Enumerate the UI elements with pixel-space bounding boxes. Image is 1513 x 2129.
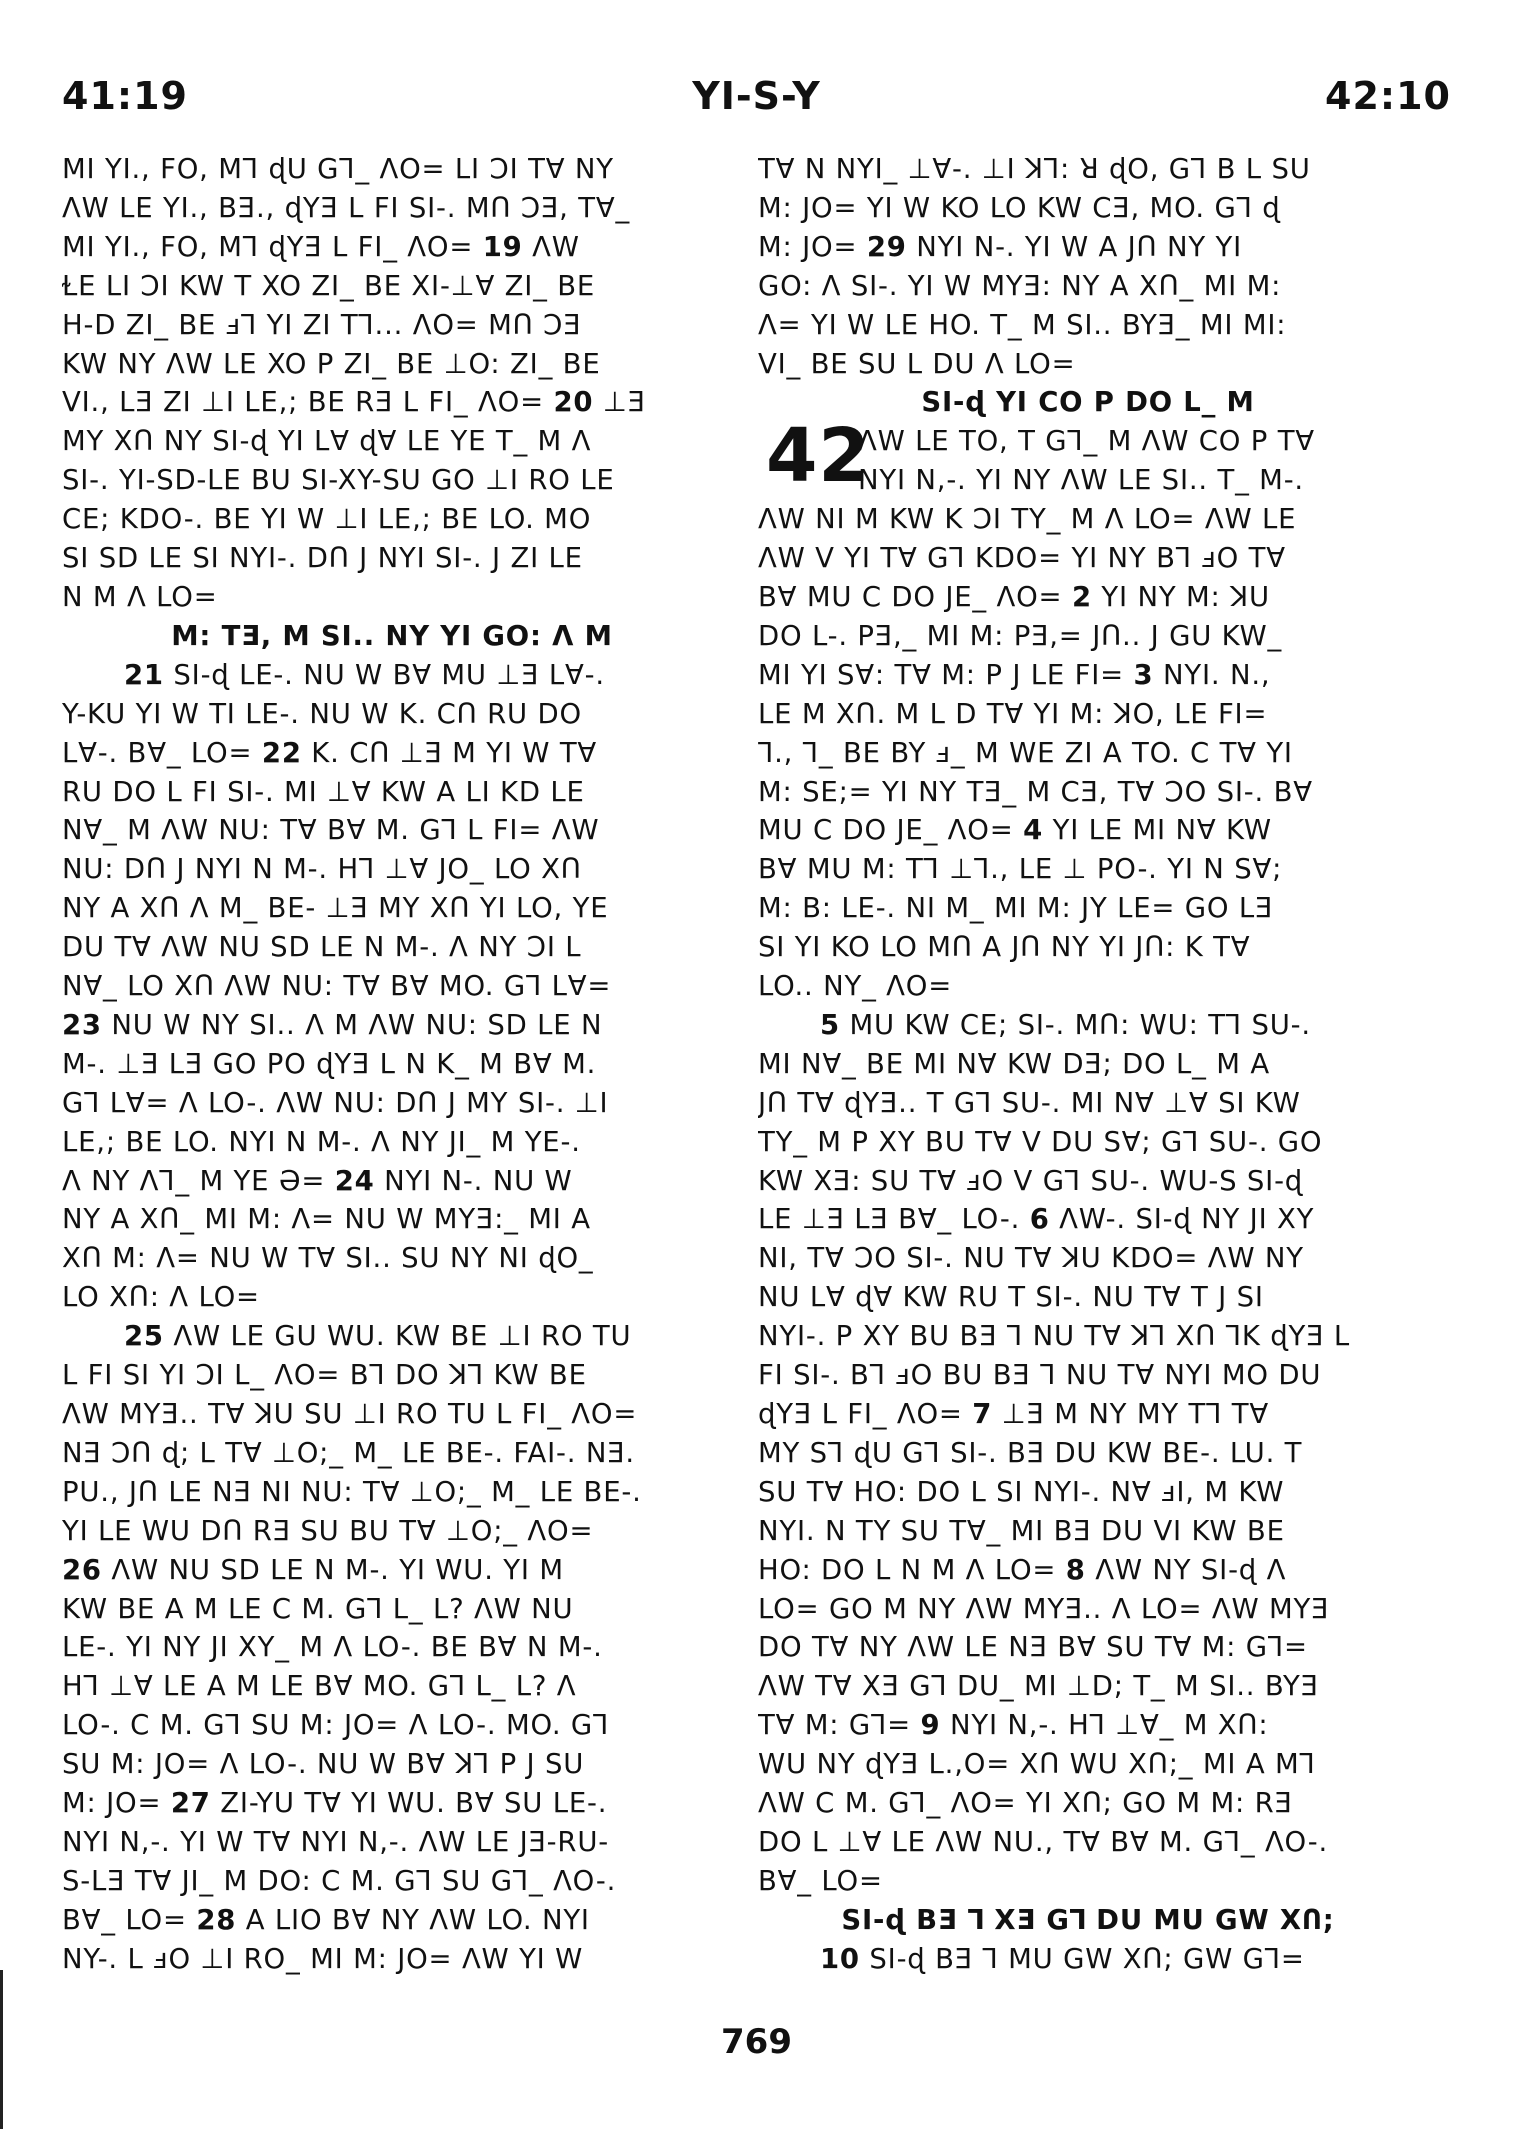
line-text: ɅW NY SI-ɖ Ʌ xyxy=(1085,1553,1287,1586)
line-text: LⱯ-. BⱯ_ LO= xyxy=(62,736,262,769)
verse-number: 6 xyxy=(1029,1203,1050,1236)
verse-number: 24 xyxy=(334,1164,375,1197)
text-line xyxy=(62,189,722,228)
text-line xyxy=(758,967,1418,1006)
text-line xyxy=(758,306,1418,345)
text-line xyxy=(62,1434,722,1473)
line-text: NYI N,-. H⅂ ⊥Ɐ_ M XՈ: xyxy=(940,1709,1269,1742)
line-text: DO L-. PƎ,_ MI M: PƎ,= JՈ.. J GU KW_ xyxy=(758,619,1283,652)
line-text: M-. ⊥Ǝ LƎ GO PO ɖYƎ L N K_ M BⱯ M. xyxy=(62,1047,597,1080)
text-line xyxy=(758,539,1418,578)
line-text: HO: DO L N M Ʌ LO= xyxy=(758,1553,1066,1586)
scan-edge-mark xyxy=(0,1970,3,2129)
text-line xyxy=(62,1901,722,1940)
text-line xyxy=(62,1356,722,1395)
text-line xyxy=(62,500,722,539)
line-text: VI., LƎ ZI ⊥I LE,; BE RƎ L FI_ ɅO= xyxy=(62,386,554,419)
text-line xyxy=(62,928,722,967)
line-text: SI-ɖ YI CO P DO L_ M xyxy=(921,386,1255,419)
line-text: NU W NY SI.. Ʌ M ɅW NU: SD LE N xyxy=(101,1008,603,1041)
line-text: NⱯ_ LO XՈ ɅW NU: TⱯ BⱯ MO. G⅂ LⱯ= xyxy=(62,970,612,1003)
text-line xyxy=(62,1551,722,1590)
text-line xyxy=(62,1745,722,1784)
line-text: MI YI., FO, M⅂ ɖU G⅂_ ɅO= LI ƆI TⱯ NY xyxy=(62,153,614,185)
text-line xyxy=(758,889,1418,928)
line-text: BⱯ MU C DO JE_ ɅO= xyxy=(758,580,1072,613)
text-line xyxy=(758,1940,1418,1979)
line-text: SI-ɖ LE-. NU W BⱯ MU ⊥Ǝ LⱯ-. xyxy=(163,658,605,691)
text-line xyxy=(62,850,722,889)
text-line xyxy=(758,1473,1418,1512)
verse-number: 26 xyxy=(62,1553,102,1586)
text-line xyxy=(758,1512,1418,1551)
text-line xyxy=(62,228,722,267)
line-text: TⱯ N NYI_ ⊥Ɐ-. ⊥I ꓘ⅂: ꓤ ɖO, G⅂ B L SU xyxy=(758,153,1311,185)
line-text: MI NⱯ_ BE MI NⱯ KW DƎ; DO L_ M A xyxy=(758,1047,1270,1080)
text-line xyxy=(758,1123,1418,1162)
text-line xyxy=(758,1784,1418,1823)
text-line xyxy=(758,1045,1418,1084)
right-column xyxy=(758,150,1418,1979)
text-line xyxy=(758,1162,1418,1201)
line-text: A LIO BⱯ NY ɅW LO. NYI xyxy=(236,1903,590,1936)
line-text: ɅW LE YI., BƎ., ɖYƎ L FI SI-. MՈ ƆƎ, TⱯ_ xyxy=(62,191,631,224)
line-text: NYI N-. YI W A JՈ NY YI xyxy=(906,230,1243,263)
text-line xyxy=(62,383,722,422)
text-line xyxy=(758,1239,1418,1278)
line-text: SU TⱯ HO: DO L SI NYI-. NⱯ ⅎI, M KW xyxy=(758,1475,1285,1508)
section-heading xyxy=(758,1901,1418,1940)
line-text: LE,; BE LO. NYI N M-. Ʌ NY JI_ M YE-. xyxy=(62,1125,581,1158)
verse-number: 22 xyxy=(261,736,302,769)
text-line xyxy=(758,850,1418,889)
line-text: SI YI KO LO MՈ A JՈ NY YI JՈ: K TⱯ xyxy=(758,931,1251,964)
line-text: JՈ TⱯ ɖYƎ.. T G⅂ SU-. MI NⱯ ⊥Ɐ SI KW xyxy=(758,1086,1301,1119)
line-text: ɅW xyxy=(522,230,580,263)
line-text: SI SD LE SI NYI-. DՈ J NYI SI-. J ZI LE xyxy=(62,542,583,575)
page-header xyxy=(62,74,1451,124)
verse-number: 23 xyxy=(62,1008,102,1041)
text-line xyxy=(62,1706,722,1745)
text-line xyxy=(62,773,722,812)
line-text: H-D ZI_ BE ⅎ⅂ YI ZI T⅂... ɅO= MՈ ƆƎ xyxy=(62,308,582,341)
section-heading xyxy=(62,617,722,656)
line-text: ZI-YU TⱯ YI WU. BⱯ SU LE-. xyxy=(210,1787,608,1820)
verse-number: 25 xyxy=(124,1320,164,1353)
line-text: BⱯ MU M: T⅂ ⊥⅂., LE ⊥ PO-. YI N SⱯ; xyxy=(758,853,1283,886)
text-line xyxy=(62,1512,722,1551)
text-line xyxy=(62,967,722,1006)
line-text: NY-. L ⅎO ⊥I RO_ MI M: JO= ɅW YI W xyxy=(62,1942,584,1975)
line-text: ɅW-. SI-ɖ NY JI XY xyxy=(1049,1203,1315,1236)
text-line xyxy=(758,1084,1418,1123)
text-line xyxy=(62,1200,722,1239)
line-text: N M Ʌ LO= xyxy=(62,580,218,613)
text-line xyxy=(758,228,1418,267)
text-line xyxy=(62,1667,722,1706)
verse-number: 29 xyxy=(866,230,907,263)
line-text: ⱢE LI ƆI KW T XO ZI_ BE XI-⊥Ɐ ZI_ BE xyxy=(62,269,596,302)
line-text: M: SE;= YI NY TƎ_ M CƎ, TⱯ ƆO SI-. BⱯ xyxy=(758,775,1313,808)
text-line xyxy=(758,500,1418,539)
text-line xyxy=(62,1006,722,1045)
verse-number: 10 xyxy=(820,1942,860,1975)
line-text: NYI N-. NU W xyxy=(374,1164,573,1197)
line-text: SI-ɖ BƎ ⅂ XƎ G⅂ DU MU GW XՈ; xyxy=(841,1903,1335,1936)
line-text: KW XƎ: SU TⱯ ⅎO V G⅂ SU-. WU-S SI-ɖ xyxy=(758,1164,1304,1197)
line-text: NY A XՈ Ʌ M_ BE- ⊥Ǝ MY XՈ YI LO, YE xyxy=(62,892,609,925)
text-line xyxy=(62,1123,722,1162)
text-line xyxy=(62,811,722,850)
line-text: G⅂ LⱯ= Ʌ LO-. ɅW NU: DՈ J MY SI-. ⊥I xyxy=(62,1086,609,1119)
line-text: ⊥Ǝ M NY MY T⅂ TⱯ xyxy=(992,1398,1269,1430)
line-text: MI YI SⱯ: TⱯ M: P J LE FI= xyxy=(758,658,1134,691)
line-text: TY_ M P XY BU TⱯ V DU SⱯ; G⅂ SU-. GO xyxy=(758,1125,1323,1158)
header-verse-start: 41:19 xyxy=(62,74,188,118)
line-text: VI_ BE SU L DU Ʌ LO= xyxy=(758,347,1076,380)
text-line xyxy=(758,1862,1418,1901)
verse-number: 2 xyxy=(1071,580,1092,613)
line-text: NU LⱯ ɖⱯ KW RU T SI-. NU TⱯ T J SI xyxy=(758,1281,1264,1314)
line-text: LE-. YI NY JI XY_ M Ʌ LO-. BE BⱯ N M-. xyxy=(62,1631,603,1664)
text-line xyxy=(758,695,1418,734)
line-text: NYI. N TY SU TⱯ_ MI BƎ DU VI KW BE xyxy=(758,1514,1285,1547)
text-line xyxy=(62,578,722,617)
line-text: NY A XՈ_ MI M: Ʌ= NU W MYƎ:_ MI A xyxy=(62,1203,591,1236)
line-text: DO TⱯ NY ɅW LE NƎ BⱯ SU TⱯ M: G⅂= xyxy=(758,1631,1308,1664)
text-line xyxy=(758,1434,1418,1473)
text-line xyxy=(62,656,722,695)
text-line xyxy=(62,889,722,928)
line-text: ɅW MYƎ.. TⱯ ꓘU SU ⊥I RO TU L FI_ ɅO= xyxy=(62,1398,638,1430)
text-line xyxy=(62,1784,722,1823)
line-text: ⅂., ⅂_ BE BY ⅎ_ M WE ZI A TO. C TⱯ YI xyxy=(758,736,1293,769)
verse-number: 21 xyxy=(124,658,164,691)
line-text: MY XՈ NY SI-ɖ YI LⱯ ɖⱯ LE YE T_ M Ʌ xyxy=(62,425,592,458)
text-line xyxy=(62,1395,722,1434)
text-line xyxy=(758,189,1418,228)
text-line xyxy=(758,267,1418,306)
text-line xyxy=(62,539,722,578)
text-line xyxy=(62,461,722,500)
verse-number: 5 xyxy=(820,1008,840,1041)
line-text: MU KW CE; SI-. MՈ: WU: T⅂ SU-. xyxy=(839,1008,1311,1041)
line-text: ɅW NU SD LE N M-. YI WU. YI M xyxy=(101,1553,564,1586)
line-text: L FI SI YI ƆI L_ ɅO= B⅂ DO ꓘ⅂ KW BE xyxy=(62,1359,587,1392)
line-text: ɅW NI M KW K ƆI TY_ M Ʌ LO= ɅW LE xyxy=(758,503,1297,536)
line-text: SU M: JO= Ʌ LO-. NU W BⱯ ꓘ⅂ P J SU xyxy=(62,1748,585,1781)
text-line xyxy=(62,345,722,384)
header-book-title: YI-S-Y xyxy=(692,74,821,118)
line-text: ɖYƎ L FI_ ɅO= xyxy=(758,1398,973,1430)
line-text: NI, TⱯ ƆO SI-. NU TⱯ ꓘU KDO= ɅW NY xyxy=(758,1242,1304,1275)
line-text: ɅW TⱯ XƎ G⅂ DU_ MI ⊥D; T_ M SI.. BYƎ xyxy=(758,1670,1319,1703)
text-line xyxy=(758,578,1418,617)
line-text: YI NY M: ꓘU xyxy=(1091,580,1270,613)
verse-number: 20 xyxy=(553,386,594,419)
header-verse-end: 42:10 xyxy=(1325,74,1451,118)
line-text: NYI. N., xyxy=(1153,658,1271,691)
text-line xyxy=(758,811,1418,850)
line-text: MY S⅂ ɖU G⅂ SI-. BƎ DU KW BE-. LU. T xyxy=(758,1436,1303,1469)
line-text: M: JO= xyxy=(758,230,867,263)
line-text: ⊥Ǝ xyxy=(593,386,646,419)
line-text: M: TƎ, M SI.. NY YI GO: Ʌ M xyxy=(171,619,613,652)
line-text: NƎ ƆՈ ɖ; L TⱯ ⊥O;_ M_ LE BE-. FAI-. NƎ. xyxy=(62,1436,635,1469)
line-text: KW NY ɅW LE XO P ZI_ BE ⊥O: ZI_ BE xyxy=(62,347,601,380)
verse-number: 27 xyxy=(170,1787,211,1820)
line-text: BⱯ_ LO= xyxy=(758,1864,883,1897)
line-text: FI SI-. B⅂ ⅎO BU BƎ ⅂ NU TⱯ NYI MO DU xyxy=(758,1359,1322,1392)
text-line xyxy=(758,1745,1418,1784)
line-text: MU C DO JE_ ɅO= xyxy=(758,814,1024,847)
left-column xyxy=(62,150,722,1979)
line-text: XՈ M: Ʌ= NU W TⱯ SI.. SU NY NI ɖO_ xyxy=(62,1242,594,1275)
text-line xyxy=(62,1473,722,1512)
text-line xyxy=(62,1823,722,1862)
verse-number: 7 xyxy=(972,1398,993,1430)
verse-number: 4 xyxy=(1023,814,1044,847)
text-line xyxy=(62,1278,722,1317)
line-text: Y-KU YI W TI LE-. NU W K. CՈ RU DO xyxy=(62,697,582,730)
text-line xyxy=(62,1940,722,1979)
verse-number: 3 xyxy=(1133,658,1154,691)
line-text: DO L ⊥Ɐ LE ɅW NU., TⱯ BⱯ M. G⅂_ ɅO-. xyxy=(758,1825,1329,1858)
line-text: Ʌ= YI W LE HO. T_ M SI.. BYƎ_ MI MI: xyxy=(758,308,1287,341)
line-text: LO= GO M NY ɅW MYƎ.. Ʌ LO= ɅW MYƎ xyxy=(758,1592,1330,1625)
text-line xyxy=(758,734,1418,773)
text-line xyxy=(62,1862,722,1901)
right-column-body xyxy=(758,500,1418,1978)
line-text: M: JO= xyxy=(62,1787,171,1820)
text-line xyxy=(62,1317,722,1356)
text-line xyxy=(62,267,722,306)
line-text: LE M XՈ. M L D TⱯ YI M: ꓘO, LE FI= xyxy=(758,697,1268,730)
line-text: ɅW C M. G⅂_ ɅO= YI XՈ; GO M M: RƎ xyxy=(758,1787,1293,1820)
chapter-block xyxy=(758,413,1418,500)
right-column-top xyxy=(758,150,1418,422)
text-line xyxy=(62,1239,722,1278)
line-text: CE; KDO-. BE YI W ⊥I LE,; BE LO. MO xyxy=(62,503,592,536)
chapter-number: 42 xyxy=(766,413,871,500)
line-text: SI-. YI-SD-LE BU SI-XY-SU GO ⊥I RO LE xyxy=(62,464,615,497)
text-line xyxy=(758,1551,1418,1590)
line-text: M: JO= YI W KO LO KW CƎ, MO. G⅂ ɖ xyxy=(758,191,1281,224)
text-line xyxy=(758,617,1418,656)
text-line xyxy=(758,1667,1418,1706)
line-text: H⅂ ⊥Ɐ LE A M LE BⱯ MO. G⅂ L_ L? Ʌ xyxy=(62,1670,577,1703)
verse-number: 8 xyxy=(1065,1553,1086,1586)
line-text: YI LE WU DՈ RƎ SU BU TⱯ ⊥O;_ ɅO= xyxy=(62,1514,594,1547)
text-line xyxy=(758,1706,1418,1745)
text-line xyxy=(62,1162,722,1201)
verse-number: 28 xyxy=(196,1903,237,1936)
line-text: YI LE MI NⱯ KW xyxy=(1043,814,1272,847)
line-text: ɅW LE TO, T G⅂_ M ɅW CO P TⱯ xyxy=(858,425,1315,458)
line-text: ɅW V YI TⱯ G⅂ KDO= YI NY B⅂ ⅎO TⱯ xyxy=(758,542,1286,575)
text-line xyxy=(758,1317,1418,1356)
text-line xyxy=(62,1590,722,1629)
text-line xyxy=(62,1628,722,1667)
line-text: SI-ɖ BƎ ⅂ MU GW XՈ; GW G⅂= xyxy=(859,1942,1305,1975)
line-text: NU: DՈ J NYI N M-. H⅂ ⊥Ɐ JO_ LO XՈ xyxy=(62,853,582,886)
text-line xyxy=(758,1628,1418,1667)
text-line xyxy=(62,150,722,189)
line-text: WU NY ɖYƎ L.,O= XՈ WU XՈ;_ MI A M⅂ xyxy=(758,1748,1316,1781)
line-text: LE ⊥Ǝ LƎ BⱯ_ LO-. xyxy=(758,1203,1030,1236)
text-line xyxy=(758,1200,1418,1239)
text-line xyxy=(62,1084,722,1123)
text-line xyxy=(62,734,722,773)
text-line xyxy=(758,656,1418,695)
line-text: RU DO L FI SI-. MI ⊥Ɐ KW A LI KD LE xyxy=(62,775,585,808)
text-line xyxy=(758,1356,1418,1395)
text-line xyxy=(758,1278,1418,1317)
line-text: BⱯ_ LO= xyxy=(62,1903,197,1936)
line-text: MI YI., FO, M⅂ ɖYƎ L FI_ ɅO= xyxy=(62,230,483,263)
verse-number: 9 xyxy=(920,1709,941,1742)
text-line xyxy=(758,1823,1418,1862)
line-text: NYI N,-. YI NY ɅW LE SI.. T_ M-. xyxy=(858,464,1304,497)
line-text: Ʌ NY Ʌ⅂_ M YE Ә= xyxy=(62,1164,335,1197)
line-text: LO.. NY_ ɅO= xyxy=(758,970,953,1003)
text-line xyxy=(758,1395,1418,1434)
text-line xyxy=(62,306,722,345)
text-line xyxy=(758,928,1418,967)
line-text: LO XՈ: Ʌ LO= xyxy=(62,1281,260,1314)
text-line xyxy=(758,345,1418,384)
text-line xyxy=(758,1006,1418,1045)
line-text: PU., JՈ LE NƎ NI NU: TⱯ ⊥O;_ M_ LE BE-. xyxy=(62,1475,642,1508)
verse-number: 19 xyxy=(482,230,523,263)
line-text: K. CՈ ⊥Ǝ M YI W TⱯ xyxy=(301,736,598,769)
line-text: KW BE A M LE C M. G⅂ L_ L? ɅW NU xyxy=(62,1592,574,1625)
line-text: NⱯ_ M ɅW NU: TⱯ BⱯ M. G⅂ L FI= ɅW xyxy=(62,814,600,847)
line-text: GO: Ʌ SI-. YI W MYƎ: NY A XՈ_ MI M: xyxy=(758,269,1282,302)
line-text: DU TⱯ ɅW NU SD LE N M-. Ʌ NY ƆI L xyxy=(62,931,582,964)
text-line xyxy=(758,150,1418,189)
text-line xyxy=(758,773,1418,812)
line-text: NYI N,-. YI W TⱯ NYI N,-. ɅW LE JƎ-RU- xyxy=(62,1825,609,1858)
text-line xyxy=(758,1590,1418,1629)
line-text: NYI-. P XY BU BƎ ⅂ NU TⱯ ꓘ⅂ XՈ ⅂K ɖYƎ L xyxy=(758,1320,1350,1353)
line-text: LO-. C M. G⅂ SU M: JO= Ʌ LO-. MO. G⅂ xyxy=(62,1709,610,1742)
text-line xyxy=(62,1045,722,1084)
page-number: 769 xyxy=(721,2022,792,2062)
line-text: S-LƎ TⱯ JI_ M DO: C M. G⅂ SU G⅂_ ɅO-. xyxy=(62,1864,617,1897)
line-text: ɅW LE GU WU. KW BE ⊥I RO TU xyxy=(163,1320,632,1353)
line-text: M: B: LE-. NI M_ MI M: JY LE= GO LƎ xyxy=(758,892,1274,925)
line-text: TⱯ M: G⅂= xyxy=(758,1709,921,1742)
text-line xyxy=(62,695,722,734)
text-line xyxy=(62,422,722,461)
